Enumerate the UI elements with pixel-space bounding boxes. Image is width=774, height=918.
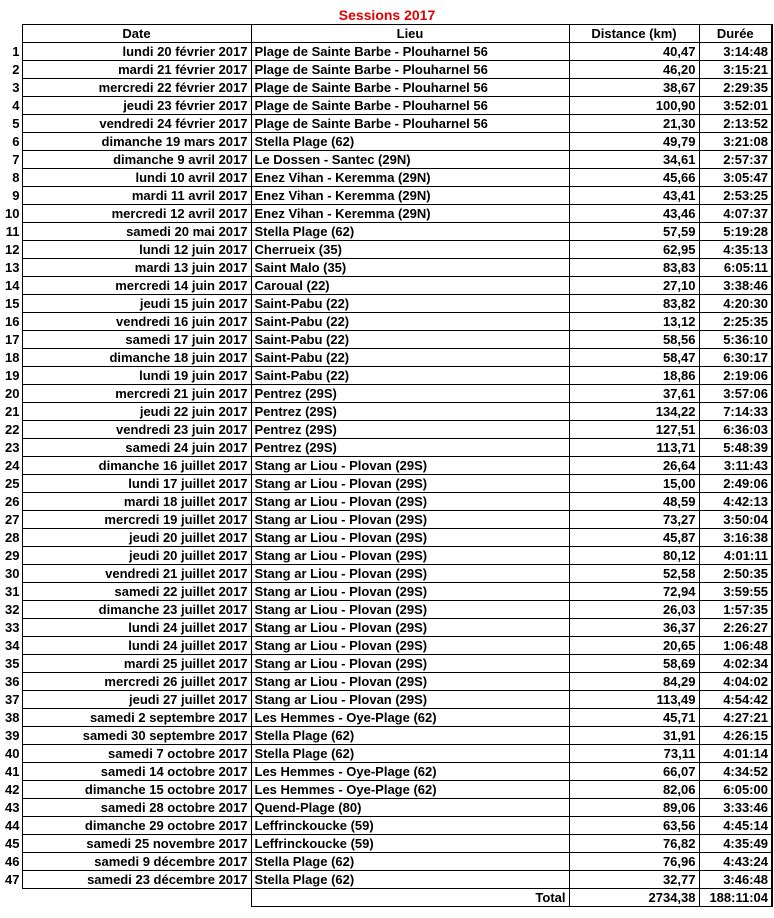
date-cell[interactable]: samedi 9 décembre 2017 bbox=[22, 853, 251, 871]
row-number: 9 bbox=[12, 188, 20, 203]
distance-cell[interactable]: 15,00 bbox=[569, 475, 699, 493]
total-row bbox=[0, 889, 772, 907]
table-row bbox=[0, 385, 772, 403]
lieu-cell[interactable]: Stang ar Liou - Plovan (29S) bbox=[251, 637, 569, 655]
lieu-cell[interactable]: Plage de Sainte Barbe - Plouharnel 56 bbox=[251, 43, 569, 61]
duree-cell[interactable]: 4:45:14 bbox=[699, 817, 772, 835]
date-cell[interactable]: samedi 17 juin 2017 bbox=[22, 331, 251, 349]
row-number: 16 bbox=[5, 314, 20, 329]
distance-cell[interactable]: 40,47 bbox=[569, 43, 699, 61]
duree-cell[interactable]: 4:54:42 bbox=[699, 691, 772, 709]
distance-cell[interactable]: 127,51 bbox=[569, 421, 699, 439]
header-lieu[interactable]: Lieu bbox=[251, 25, 569, 43]
duree-cell[interactable]: 5:48:39 bbox=[699, 439, 772, 457]
lieu-cell[interactable]: Stella Plage (62) bbox=[251, 871, 569, 889]
lieu-cell[interactable]: Stella Plage (62) bbox=[251, 853, 569, 871]
row-number: 36 bbox=[5, 674, 20, 689]
lieu-cell[interactable]: Leffrinckoucke (59) bbox=[251, 817, 569, 835]
distance-cell[interactable]: 66,07 bbox=[569, 763, 699, 781]
table-row bbox=[0, 799, 772, 817]
distance-cell[interactable]: 34,61 bbox=[569, 151, 699, 169]
table-row bbox=[0, 853, 772, 871]
distance-cell[interactable]: 21,30 bbox=[569, 115, 699, 133]
table-row bbox=[0, 295, 772, 313]
distance-cell[interactable]: 45,87 bbox=[569, 529, 699, 547]
distance-cell[interactable]: 113,71 bbox=[569, 439, 699, 457]
date-cell[interactable]: mardi 13 juin 2017 bbox=[22, 259, 251, 277]
distance-cell[interactable]: 31,91 bbox=[569, 727, 699, 745]
lieu-cell[interactable]: Stang ar Liou - Plovan (29S) bbox=[251, 493, 569, 511]
lieu-cell[interactable]: Les Hemmes - Oye-Plage (62) bbox=[251, 781, 569, 799]
duree-cell[interactable]: 7:14:33 bbox=[699, 403, 772, 421]
row-number: 8 bbox=[12, 170, 20, 185]
table-row bbox=[0, 223, 772, 241]
distance-cell[interactable]: 76,96 bbox=[569, 853, 699, 871]
date-cell[interactable]: lundi 24 juillet 2017 bbox=[22, 619, 251, 637]
lieu-cell[interactable]: Le Dossen - Santec (29N) bbox=[251, 151, 569, 169]
table-row bbox=[0, 133, 772, 151]
distance-cell[interactable]: 57,59 bbox=[569, 223, 699, 241]
lieu-cell[interactable]: Enez Vihan - Keremma (29N) bbox=[251, 169, 569, 187]
lieu-cell[interactable]: Stella Plage (62) bbox=[251, 727, 569, 745]
table-row bbox=[0, 673, 772, 691]
table-row bbox=[0, 421, 772, 439]
distance-cell[interactable]: 83,82 bbox=[569, 295, 699, 313]
duree-cell[interactable]: 4:02:34 bbox=[699, 655, 772, 673]
date-cell[interactable]: vendredi 23 juin 2017 bbox=[22, 421, 251, 439]
duree-cell[interactable]: 4:27:21 bbox=[699, 709, 772, 727]
distance-cell[interactable]: 84,29 bbox=[569, 673, 699, 691]
duree-cell[interactable]: 4:35:49 bbox=[699, 835, 772, 853]
distance-cell[interactable]: 58,47 bbox=[569, 349, 699, 367]
date-cell[interactable]: samedi 7 octobre 2017 bbox=[22, 745, 251, 763]
distance-cell[interactable]: 26,64 bbox=[569, 457, 699, 475]
total-blank bbox=[22, 889, 251, 907]
header-row bbox=[0, 25, 772, 43]
duree-cell[interactable]: 1:57:35 bbox=[699, 601, 772, 619]
duree-cell[interactable]: 2:53:25 bbox=[699, 187, 772, 205]
sessions-table bbox=[0, 24, 773, 907]
date-cell[interactable]: mercredi 19 juillet 2017 bbox=[22, 511, 251, 529]
table-row bbox=[0, 457, 772, 475]
date-cell[interactable]: jeudi 20 juillet 2017 bbox=[22, 547, 251, 565]
lieu-cell[interactable]: Stella Plage (62) bbox=[251, 223, 569, 241]
date-cell[interactable]: dimanche 29 octobre 2017 bbox=[22, 817, 251, 835]
total-distance[interactable]: 2734,38 bbox=[569, 889, 699, 907]
lieu-cell[interactable]: Plage de Sainte Barbe - Plouharnel 56 bbox=[251, 97, 569, 115]
table-row bbox=[0, 241, 772, 259]
table-row bbox=[0, 565, 772, 583]
row-number: 10 bbox=[5, 206, 20, 221]
row-number: 41 bbox=[5, 764, 20, 779]
table-row bbox=[0, 79, 772, 97]
duree-cell[interactable]: 5:19:28 bbox=[699, 223, 772, 241]
table-row bbox=[0, 727, 772, 745]
header-duree[interactable]: Durée bbox=[699, 25, 772, 43]
distance-cell[interactable]: 43,46 bbox=[569, 205, 699, 223]
duree-cell[interactable]: 4:35:13 bbox=[699, 241, 772, 259]
duree-cell[interactable]: 2:13:52 bbox=[699, 115, 772, 133]
date-cell[interactable]: mardi 21 février 2017 bbox=[22, 61, 251, 79]
lieu-cell[interactable]: Pentrez (29S) bbox=[251, 385, 569, 403]
table-row bbox=[0, 151, 772, 169]
row-number: 12 bbox=[5, 242, 20, 257]
row-number: 39 bbox=[5, 728, 20, 743]
row-number: 32 bbox=[5, 602, 20, 617]
duree-cell[interactable]: 4:43:24 bbox=[699, 853, 772, 871]
row-number: 31 bbox=[5, 584, 20, 599]
row-number: 30 bbox=[5, 566, 20, 581]
distance-cell[interactable]: 58,69 bbox=[569, 655, 699, 673]
date-cell[interactable]: jeudi 22 juin 2017 bbox=[22, 403, 251, 421]
distance-cell[interactable]: 38,67 bbox=[569, 79, 699, 97]
duree-cell[interactable]: 3:16:38 bbox=[699, 529, 772, 547]
row-number: 21 bbox=[5, 404, 20, 419]
distance-cell[interactable]: 113,49 bbox=[569, 691, 699, 709]
distance-cell[interactable]: 43,41 bbox=[569, 187, 699, 205]
table-row bbox=[0, 871, 772, 889]
date-cell[interactable]: jeudi 23 février 2017 bbox=[22, 97, 251, 115]
lieu-cell[interactable]: Stang ar Liou - Plovan (29S) bbox=[251, 565, 569, 583]
lieu-cell[interactable]: Enez Vihan - Keremma (29N) bbox=[251, 187, 569, 205]
duree-cell[interactable]: 2:49:06 bbox=[699, 475, 772, 493]
table-row bbox=[0, 601, 772, 619]
row-number: 18 bbox=[5, 350, 20, 365]
distance-cell[interactable]: 89,06 bbox=[569, 799, 699, 817]
table-row bbox=[0, 637, 772, 655]
lieu-cell[interactable]: Plage de Sainte Barbe - Plouharnel 56 bbox=[251, 115, 569, 133]
table-row bbox=[0, 97, 772, 115]
duree-cell[interactable]: 6:30:17 bbox=[699, 349, 772, 367]
date-cell[interactable]: jeudi 27 juillet 2017 bbox=[22, 691, 251, 709]
lieu-cell[interactable]: Saint-Pabu (22) bbox=[251, 367, 569, 385]
distance-cell[interactable]: 83,83 bbox=[569, 259, 699, 277]
date-cell[interactable]: dimanche 16 juillet 2017 bbox=[22, 457, 251, 475]
date-cell[interactable]: mercredi 14 juin 2017 bbox=[22, 277, 251, 295]
distance-cell[interactable]: 26,03 bbox=[569, 601, 699, 619]
row-number: 23 bbox=[5, 440, 20, 455]
distance-cell[interactable]: 76,82 bbox=[569, 835, 699, 853]
row-number: 47 bbox=[5, 872, 20, 887]
table-row bbox=[0, 349, 772, 367]
row-number: 46 bbox=[5, 854, 20, 869]
sheet-title: Sessions 2017 bbox=[338, 7, 436, 23]
row-number: 3 bbox=[12, 80, 20, 95]
distance-cell[interactable]: 37,61 bbox=[569, 385, 699, 403]
lieu-cell[interactable]: Saint-Pabu (22) bbox=[251, 295, 569, 313]
table-row bbox=[0, 115, 772, 133]
duree-cell[interactable]: 3:38:46 bbox=[699, 277, 772, 295]
table-row bbox=[0, 655, 772, 673]
duree-cell[interactable]: 6:05:11 bbox=[699, 259, 772, 277]
row-number: 14 bbox=[5, 278, 20, 293]
lieu-cell[interactable]: Stang ar Liou - Plovan (29S) bbox=[251, 655, 569, 673]
total-blank bbox=[0, 889, 22, 907]
lieu-cell[interactable]: Stang ar Liou - Plovan (29S) bbox=[251, 547, 569, 565]
distance-cell[interactable]: 32,77 bbox=[569, 871, 699, 889]
row-number: 28 bbox=[5, 530, 20, 545]
duree-cell[interactable]: 3:59:55 bbox=[699, 583, 772, 601]
row-number: 19 bbox=[5, 368, 20, 383]
row-number: 29 bbox=[5, 548, 20, 563]
date-cell[interactable]: dimanche 19 mars 2017 bbox=[22, 133, 251, 151]
duree-cell[interactable]: 6:05:00 bbox=[699, 781, 772, 799]
date-cell[interactable]: samedi 28 octobre 2017 bbox=[22, 799, 251, 817]
date-cell[interactable]: mercredi 26 juillet 2017 bbox=[22, 673, 251, 691]
lieu-cell[interactable]: Les Hemmes - Oye-Plage (62) bbox=[251, 709, 569, 727]
header-distance[interactable]: Distance (km) bbox=[569, 25, 699, 43]
distance-cell[interactable]: 20,65 bbox=[569, 637, 699, 655]
table-row bbox=[0, 331, 772, 349]
header-date[interactable]: Date bbox=[22, 25, 251, 43]
lieu-cell[interactable]: Stang ar Liou - Plovan (29S) bbox=[251, 511, 569, 529]
distance-cell[interactable]: 134,22 bbox=[569, 403, 699, 421]
lieu-cell[interactable]: Saint Malo (35) bbox=[251, 259, 569, 277]
row-number: 4 bbox=[12, 98, 20, 113]
date-cell[interactable]: samedi 20 mai 2017 bbox=[22, 223, 251, 241]
table-row bbox=[0, 475, 772, 493]
table-row bbox=[0, 745, 772, 763]
date-cell[interactable]: dimanche 18 juin 2017 bbox=[22, 349, 251, 367]
distance-cell[interactable]: 63,56 bbox=[569, 817, 699, 835]
lieu-cell[interactable]: Stella Plage (62) bbox=[251, 745, 569, 763]
date-cell[interactable]: mardi 18 juillet 2017 bbox=[22, 493, 251, 511]
distance-cell[interactable]: 100,90 bbox=[569, 97, 699, 115]
total-duree[interactable]: 188:11:04 bbox=[699, 889, 772, 907]
duree-cell[interactable]: 3:52:01 bbox=[699, 97, 772, 115]
table-row bbox=[0, 763, 772, 781]
lieu-cell[interactable]: Pentrez (29S) bbox=[251, 439, 569, 457]
duree-cell[interactable]: 4:26:15 bbox=[699, 727, 772, 745]
row-number: 40 bbox=[5, 746, 20, 761]
date-cell[interactable]: mardi 25 juillet 2017 bbox=[22, 655, 251, 673]
lieu-cell[interactable]: Stang ar Liou - Plovan (29S) bbox=[251, 619, 569, 637]
row-number: 6 bbox=[12, 134, 20, 149]
duree-cell[interactable]: 4:04:02 bbox=[699, 673, 772, 691]
date-cell[interactable]: jeudi 20 juillet 2017 bbox=[22, 529, 251, 547]
date-cell[interactable]: dimanche 23 juillet 2017 bbox=[22, 601, 251, 619]
table-row bbox=[0, 835, 772, 853]
table-row bbox=[0, 817, 772, 835]
table-row bbox=[0, 259, 772, 277]
table-row bbox=[0, 403, 772, 421]
date-cell[interactable]: lundi 17 juillet 2017 bbox=[22, 475, 251, 493]
duree-cell[interactable]: 3:57:06 bbox=[699, 385, 772, 403]
distance-cell[interactable]: 52,58 bbox=[569, 565, 699, 583]
lieu-cell[interactable]: Stang ar Liou - Plovan (29S) bbox=[251, 475, 569, 493]
lieu-cell[interactable]: Saint-Pabu (22) bbox=[251, 313, 569, 331]
table-row bbox=[0, 367, 772, 385]
date-cell[interactable]: lundi 24 juillet 2017 bbox=[22, 637, 251, 655]
distance-cell[interactable]: 49,79 bbox=[569, 133, 699, 151]
lieu-cell[interactable]: Stang ar Liou - Plovan (29S) bbox=[251, 673, 569, 691]
table-row bbox=[0, 277, 772, 295]
duree-cell[interactable]: 3:15:21 bbox=[699, 61, 772, 79]
row-number: 26 bbox=[5, 494, 20, 509]
date-cell[interactable]: samedi 24 juin 2017 bbox=[22, 439, 251, 457]
distance-cell[interactable]: 46,20 bbox=[569, 61, 699, 79]
table-row bbox=[0, 511, 772, 529]
lieu-cell[interactable]: Caroual (22) bbox=[251, 277, 569, 295]
date-cell[interactable]: lundi 10 avril 2017 bbox=[22, 169, 251, 187]
row-number: 15 bbox=[5, 296, 20, 311]
table-row bbox=[0, 547, 772, 565]
distance-cell[interactable]: 45,66 bbox=[569, 169, 699, 187]
date-cell[interactable]: lundi 12 juin 2017 bbox=[22, 241, 251, 259]
duree-cell[interactable]: 3:21:08 bbox=[699, 133, 772, 151]
lieu-cell[interactable]: Stang ar Liou - Plovan (29S) bbox=[251, 529, 569, 547]
row-number: 44 bbox=[5, 818, 20, 833]
duree-cell[interactable]: 6:36:03 bbox=[699, 421, 772, 439]
duree-cell[interactable]: 3:14:48 bbox=[699, 43, 772, 61]
duree-cell[interactable]: 3:46:48 bbox=[699, 871, 772, 889]
header-blank bbox=[0, 25, 22, 43]
lieu-cell[interactable]: Stang ar Liou - Plovan (29S) bbox=[251, 691, 569, 709]
row-number: 43 bbox=[5, 800, 20, 815]
date-cell[interactable]: mardi 11 avril 2017 bbox=[22, 187, 251, 205]
lieu-cell[interactable]: Cherrueix (35) bbox=[251, 241, 569, 259]
table-row bbox=[0, 43, 772, 61]
row-number: 35 bbox=[5, 656, 20, 671]
lieu-cell[interactable]: Pentrez (29S) bbox=[251, 403, 569, 421]
duree-cell[interactable]: 4:07:37 bbox=[699, 205, 772, 223]
lieu-cell[interactable]: Stang ar Liou - Plovan (29S) bbox=[251, 457, 569, 475]
duree-cell[interactable]: 5:36:10 bbox=[699, 331, 772, 349]
row-number: 25 bbox=[5, 476, 20, 491]
lieu-cell[interactable]: Saint-Pabu (22) bbox=[251, 349, 569, 367]
date-cell[interactable]: samedi 25 novembre 2017 bbox=[22, 835, 251, 853]
row-number: 37 bbox=[5, 692, 20, 707]
row-number: 13 bbox=[5, 260, 20, 275]
row-number: 33 bbox=[5, 620, 20, 635]
date-cell[interactable]: samedi 30 septembre 2017 bbox=[22, 727, 251, 745]
lieu-cell[interactable]: Plage de Sainte Barbe - Plouharnel 56 bbox=[251, 61, 569, 79]
distance-cell[interactable]: 36,37 bbox=[569, 619, 699, 637]
row-number: 27 bbox=[5, 512, 20, 527]
table-row bbox=[0, 709, 772, 727]
date-cell[interactable]: samedi 2 septembre 2017 bbox=[22, 709, 251, 727]
duree-cell[interactable]: 3:11:43 bbox=[699, 457, 772, 475]
date-cell[interactable]: lundi 20 février 2017 bbox=[22, 43, 251, 61]
row-number: 2 bbox=[12, 62, 20, 77]
date-cell[interactable]: jeudi 15 juin 2017 bbox=[22, 295, 251, 313]
duree-cell[interactable]: 4:20:30 bbox=[699, 295, 772, 313]
date-cell[interactable]: dimanche 9 avril 2017 bbox=[22, 151, 251, 169]
row-number: 20 bbox=[5, 386, 20, 401]
lieu-cell[interactable]: Saint-Pabu (22) bbox=[251, 331, 569, 349]
date-cell[interactable]: mercredi 21 juin 2017 bbox=[22, 385, 251, 403]
duree-cell[interactable]: 4:01:14 bbox=[699, 745, 772, 763]
duree-cell[interactable]: 3:05:47 bbox=[699, 169, 772, 187]
lieu-cell[interactable]: Stang ar Liou - Plovan (29S) bbox=[251, 601, 569, 619]
row-number: 42 bbox=[5, 782, 20, 797]
date-cell[interactable]: mercredi 22 février 2017 bbox=[22, 79, 251, 97]
distance-cell[interactable]: 48,59 bbox=[569, 493, 699, 511]
duree-cell[interactable]: 2:25:35 bbox=[699, 313, 772, 331]
date-cell[interactable]: mercredi 12 avril 2017 bbox=[22, 205, 251, 223]
distance-cell[interactable]: 73,11 bbox=[569, 745, 699, 763]
table-row bbox=[0, 529, 772, 547]
lieu-cell[interactable]: Stang ar Liou - Plovan (29S) bbox=[251, 583, 569, 601]
table-row bbox=[0, 169, 772, 187]
table-row bbox=[0, 61, 772, 79]
row-number: 7 bbox=[12, 152, 20, 167]
row-number: 45 bbox=[5, 836, 20, 851]
lieu-cell[interactable]: Stella Plage (62) bbox=[251, 133, 569, 151]
table-row bbox=[0, 781, 772, 799]
lieu-cell[interactable]: Quend-Plage (80) bbox=[251, 799, 569, 817]
lieu-cell[interactable]: Pentrez (29S) bbox=[251, 421, 569, 439]
row-number: 11 bbox=[5, 224, 20, 239]
table-row bbox=[0, 691, 772, 709]
date-cell[interactable]: samedi 23 décembre 2017 bbox=[22, 871, 251, 889]
duree-cell[interactable]: 4:42:13 bbox=[699, 493, 772, 511]
duree-cell[interactable]: 2:19:06 bbox=[699, 367, 772, 385]
duree-cell[interactable]: 2:50:35 bbox=[699, 565, 772, 583]
table-row bbox=[0, 187, 772, 205]
lieu-cell[interactable]: Les Hemmes - Oye-Plage (62) bbox=[251, 763, 569, 781]
row-number: 5 bbox=[12, 116, 20, 131]
table-row bbox=[0, 205, 772, 223]
date-cell[interactable]: samedi 22 juillet 2017 bbox=[22, 583, 251, 601]
row-number: 1 bbox=[12, 44, 20, 59]
table-row bbox=[0, 313, 772, 331]
distance-cell[interactable]: 45,71 bbox=[569, 709, 699, 727]
date-cell[interactable]: dimanche 15 octobre 2017 bbox=[22, 781, 251, 799]
table-row bbox=[0, 619, 772, 637]
duree-cell[interactable]: 3:33:46 bbox=[699, 799, 772, 817]
row-number: 34 bbox=[5, 638, 20, 653]
table-row bbox=[0, 439, 772, 457]
date-cell[interactable]: lundi 19 juin 2017 bbox=[22, 367, 251, 385]
date-cell[interactable]: samedi 14 octobre 2017 bbox=[22, 763, 251, 781]
row-number: 38 bbox=[5, 710, 20, 725]
duree-cell[interactable]: 2:57:37 bbox=[699, 151, 772, 169]
distance-cell[interactable]: 13,12 bbox=[569, 313, 699, 331]
distance-cell[interactable]: 80,12 bbox=[569, 547, 699, 565]
row-number: 17 bbox=[5, 332, 20, 347]
distance-cell[interactable]: 73,27 bbox=[569, 511, 699, 529]
distance-cell[interactable]: 27,10 bbox=[569, 277, 699, 295]
lieu-cell[interactable]: Plage de Sainte Barbe - Plouharnel 56 bbox=[251, 79, 569, 97]
date-cell[interactable]: vendredi 21 juillet 2017 bbox=[22, 565, 251, 583]
row-number: 22 bbox=[5, 422, 20, 437]
table-row bbox=[0, 493, 772, 511]
distance-cell[interactable]: 82,06 bbox=[569, 781, 699, 799]
duree-cell[interactable]: 4:34:52 bbox=[699, 763, 772, 781]
duree-cell[interactable]: 3:50:04 bbox=[699, 511, 772, 529]
duree-cell[interactable]: 2:29:35 bbox=[699, 79, 772, 97]
table-row bbox=[0, 583, 772, 601]
distance-cell[interactable]: 62,95 bbox=[569, 241, 699, 259]
duree-cell[interactable]: 1:06:48 bbox=[699, 637, 772, 655]
row-number: 24 bbox=[5, 458, 20, 473]
duree-cell[interactable]: 4:01:11 bbox=[699, 547, 772, 565]
distance-cell[interactable]: 58,56 bbox=[569, 331, 699, 349]
lieu-cell[interactable]: Enez Vihan - Keremma (29N) bbox=[251, 205, 569, 223]
date-cell[interactable]: vendredi 16 juin 2017 bbox=[22, 313, 251, 331]
total-label[interactable]: Total bbox=[251, 889, 569, 907]
date-cell[interactable]: vendredi 24 février 2017 bbox=[22, 115, 251, 133]
lieu-cell[interactable]: Leffrinckoucke (59) bbox=[251, 835, 569, 853]
distance-cell[interactable]: 18,86 bbox=[569, 367, 699, 385]
distance-cell[interactable]: 72,94 bbox=[569, 583, 699, 601]
duree-cell[interactable]: 2:26:27 bbox=[699, 619, 772, 637]
